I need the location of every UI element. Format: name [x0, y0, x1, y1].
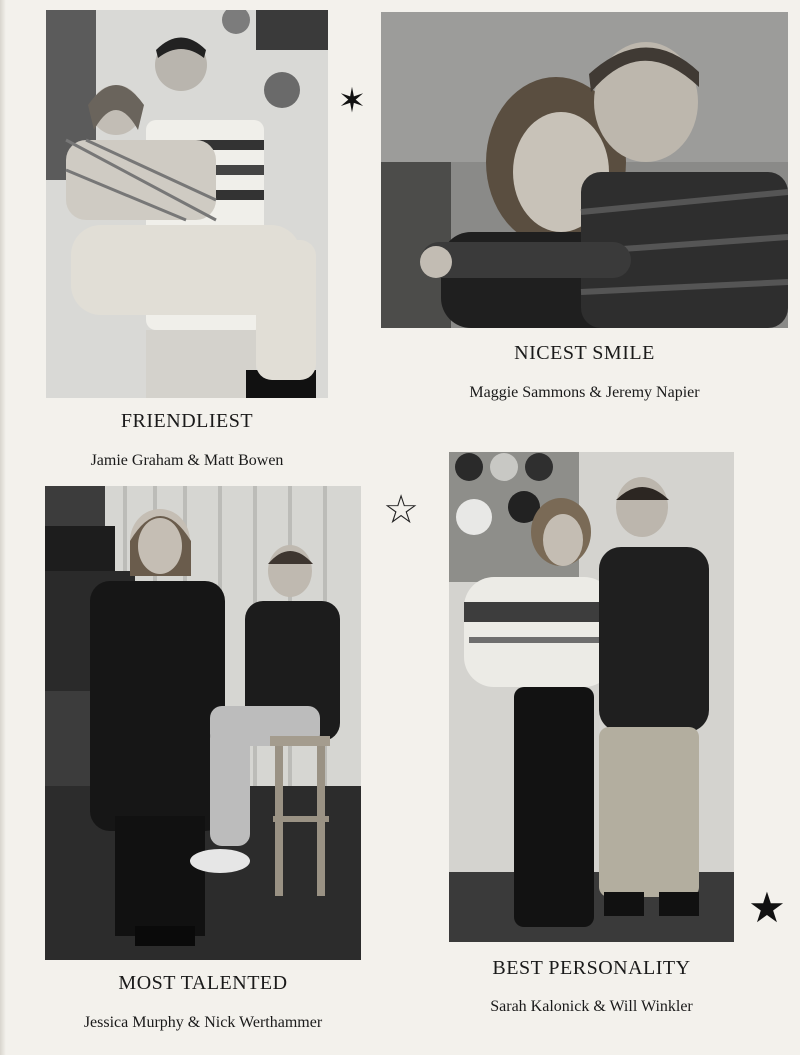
award-names-friendliest: Jamie Graham & Matt Bowen — [90, 452, 284, 469]
photo-friendliest — [46, 10, 328, 398]
award-names-most-talented: Jessica Murphy & Nick Werthammer — [83, 1014, 323, 1031]
award-title-most-talented: MOST TALENTED — [118, 972, 288, 994]
award-names-nicest-smile: Maggie Sammons & Jeremy Napier — [469, 384, 700, 401]
award-title-friendliest: FRIENDLIEST — [120, 410, 254, 432]
photo-best-personality — [449, 452, 734, 942]
star-outline-icon: ☆ — [383, 487, 419, 532]
photo-most-talented — [45, 486, 361, 960]
photo-nicest-smile — [381, 12, 788, 328]
award-title-nicest-smile: NICEST SMILE — [514, 342, 655, 364]
award-title-best-personality: BEST PERSONALITY — [492, 957, 691, 979]
star-filled-icon: ★ — [748, 886, 786, 932]
award-names-best-personality: Sarah Kalonick & Will Winkler — [490, 998, 693, 1015]
page-binding-edge — [0, 0, 6, 1055]
star-asterisk-icon: ✶ — [337, 83, 367, 120]
